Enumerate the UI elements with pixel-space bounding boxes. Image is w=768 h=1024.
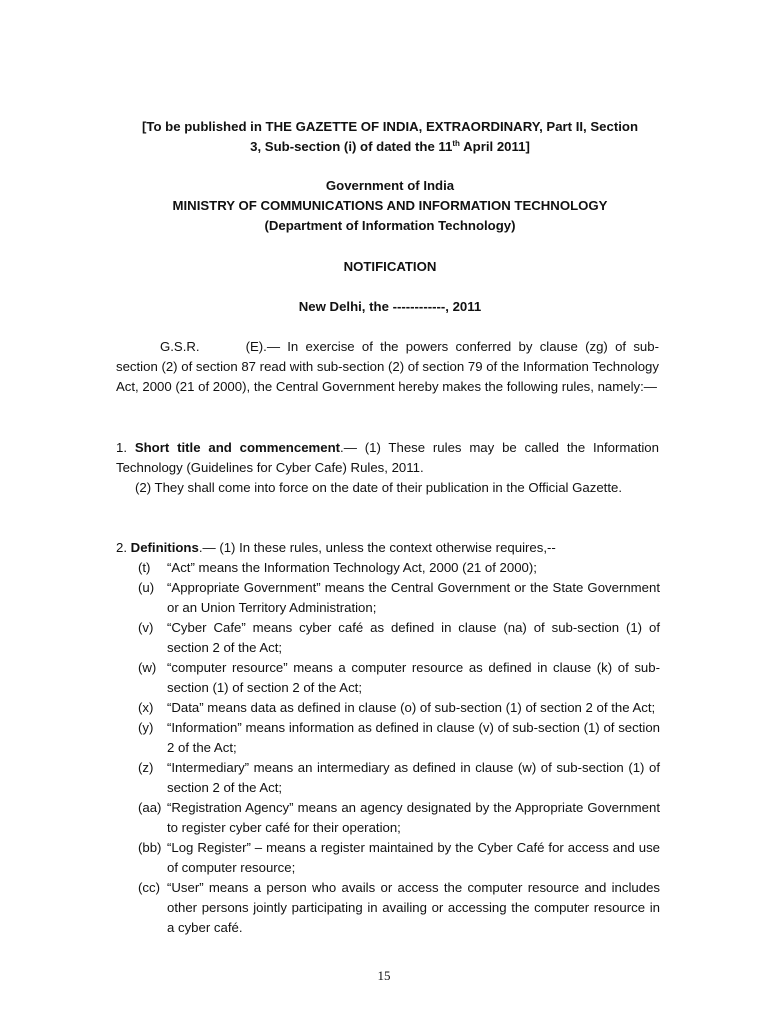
- definition-item: [138, 658, 660, 698]
- definition-label: (u): [138, 580, 155, 595]
- preamble-paragraph: [116, 337, 659, 397]
- definition-text: “Appropriate Government” means the Central Government or the State Government or an Union Territory Administration;: [167, 580, 660, 615]
- rule-1: [116, 438, 659, 478]
- definition-item: [138, 718, 660, 758]
- preamble-text: (E).— In exercise of the powers conferred by clause (zg) of sub-section (2) of section 87 read with sub-section (2) of section 79 of the Information Technology Act, 2000 (21 of 2000), the Central Government hereby makes the following rules, namely:—: [116, 339, 659, 394]
- definition-label: (z): [138, 760, 154, 775]
- definition-item: [138, 578, 660, 618]
- definition-item: [138, 878, 660, 938]
- page-number: 15: [377, 968, 391, 983]
- definition-text: “User” means a person who avails or access the computer resource and includes other persons jointly participating in availing or accessing the computer resource in a cyber café.: [167, 880, 660, 935]
- notification-title: NOTIFICATION: [343, 259, 437, 274]
- ministry-name: MINISTRY OF COMMUNICATIONS AND INFORMATION TECHNOLOGY: [172, 198, 608, 213]
- definition-text: “Registration Agency” means an agency designated by the Appropriate Government to register cyber café for their operation;: [167, 800, 660, 835]
- definition-item: [138, 618, 660, 658]
- definition-item: [138, 798, 660, 838]
- definition-label: (y): [138, 720, 154, 735]
- definition-text: “Data” means data as defined in clause (o) of sub-section (1) of section 2 of the Act;: [167, 700, 656, 715]
- publication-note: [110, 117, 670, 157]
- rule-2-title: Definitions: [130, 540, 199, 555]
- definition-label: (x): [138, 700, 154, 715]
- definition-label: (bb): [138, 840, 162, 855]
- definition-label: (cc): [138, 880, 160, 895]
- definition-item: [138, 838, 660, 878]
- publication-note-line2: 3, Sub-section (i) of dated the 11: [250, 139, 453, 154]
- rule-1-subclause-2: (2) They shall come into force on the date of their publication in the Official Gazette.: [135, 480, 622, 495]
- department-name: (Department of Information Technology): [264, 218, 516, 233]
- definition-text: “computer resource” means a computer resource as defined in clause (k) of sub-section (1) of section 2 of the Act;: [167, 660, 660, 695]
- definition-text: “Act” means the Information Technology Act, 2000 (21 of 2000);: [167, 560, 537, 575]
- definition-label: (aa): [138, 800, 162, 815]
- gsr-label: G.S.R.: [160, 339, 200, 354]
- rule-2: [116, 538, 659, 558]
- definition-item: [138, 758, 660, 798]
- publication-note-superscript: th: [452, 139, 460, 148]
- rule-1-number: 1.: [116, 440, 127, 455]
- definition-text: “Log Register” – means a register maintained by the Cyber Café for access and use of computer resource;: [167, 840, 660, 875]
- rule-1-title: Short title and commencement: [134, 440, 341, 455]
- publication-note-line1: [To be published in THE GAZETTE OF INDIA, EXTRAORDINARY, Part II, Section: [141, 119, 639, 134]
- rule-2-text: .— (1) In these rules, unless the context otherwise requires,--: [198, 540, 556, 555]
- definitions-list: [138, 558, 660, 938]
- definition-label: (w): [138, 660, 157, 675]
- definition-text: “Information” means information as defined in clause (v) of sub-section (1) of section 2 of the Act;: [167, 720, 660, 755]
- publication-note-line2-end: April 2011]: [459, 139, 530, 154]
- date-line: New Delhi, the ------------, 2011: [298, 299, 482, 314]
- definition-label: (t): [138, 560, 151, 575]
- rule-2-number: 2.: [116, 540, 127, 555]
- definition-label: (v): [138, 620, 154, 635]
- definition-text: “Intermediary” means an intermediary as defined in clause (w) of sub-section (1) of section 2 of the Act;: [167, 760, 660, 795]
- definition-item: [138, 558, 660, 578]
- government-name: Government of India: [325, 178, 455, 193]
- government-header: [110, 176, 670, 236]
- definition-item: [138, 698, 660, 718]
- definition-text: “Cyber Cafe” means cyber café as defined in clause (na) of sub-section (1) of section 2 of the Act;: [167, 620, 660, 655]
- rule-1-text: .— (1) These rules may be called the Information Technology (Guidelines for Cyber Cafe) Rules, 2011.: [116, 440, 659, 475]
